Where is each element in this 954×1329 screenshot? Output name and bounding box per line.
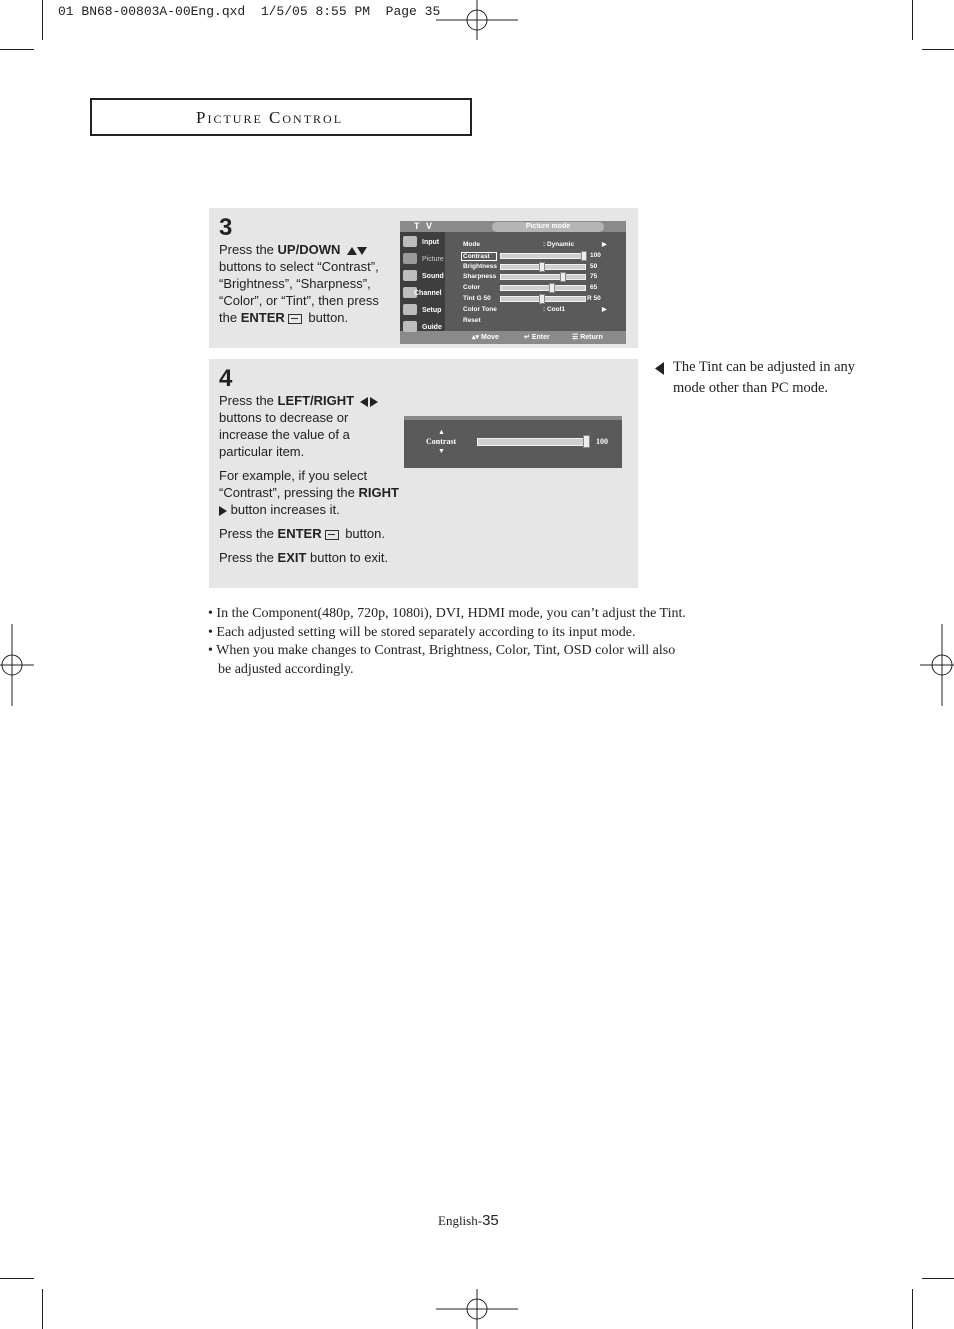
print-header: 01 BN68-00803A-00Eng.qxd 1/5/05 8:55 PM Page 35 (58, 4, 441, 19)
osd-side-icon (403, 253, 417, 264)
step-4-number: 4 (219, 365, 233, 392)
osd-row-knob (581, 251, 587, 261)
step-4-p4-post: button to exit. (306, 550, 389, 565)
osd-side-item-sound: Sound (422, 273, 444, 280)
osd-row-knob (539, 294, 545, 304)
right-arrow-icon (219, 506, 227, 516)
osd-row-number: 50 (590, 262, 598, 270)
footer-language: English- (438, 1213, 483, 1228)
registration-mark-bottom (436, 1289, 518, 1329)
osd-side-item-picture: Picture (422, 256, 444, 263)
osd-row-number: R 50 (587, 295, 601, 302)
step-3-enter: ENTER (240, 310, 285, 325)
osd-contrast-value: 100 (596, 437, 608, 446)
step-3-panel (209, 208, 638, 348)
down-arrow-icon (357, 247, 367, 255)
osd-row-label: Brightness (463, 262, 497, 270)
step-4-p1-body: buttons to decrease or increase the value of a particular item. (219, 410, 350, 459)
step-4-enter: ENTER (277, 526, 322, 541)
step-3-text (219, 241, 394, 326)
left-arrow-icon (360, 397, 368, 407)
step-4-para-3 (219, 525, 399, 542)
osd-row-arrow-icon: ▶ (602, 306, 607, 313)
osd-row-number: 65 (590, 284, 598, 292)
note-item: • In the Component(480p, 720p, 1080i), DVI, HDMI mode, you can’t adjust the Tint. (208, 606, 686, 621)
note-item-continued: be adjusted accordingly. (218, 661, 354, 677)
osd-row-bar (500, 274, 586, 280)
osd-return-label: Return (580, 334, 603, 341)
enter-icon (288, 314, 302, 324)
osd-row-number: 100 (590, 251, 601, 259)
step-4-para-2 (219, 467, 399, 518)
enter-icon (325, 530, 339, 540)
osd-row-label: Color Tone (463, 305, 497, 313)
osd-row-knob (549, 283, 555, 293)
notes-list (208, 605, 768, 679)
osd-side-icon (403, 270, 417, 281)
registration-mark-left (0, 624, 34, 706)
osd-contrast-topbar (404, 416, 622, 420)
step-3-pre: Press the (219, 242, 278, 257)
osd-contrast-bar (477, 438, 589, 446)
step-4-p1-pre: Press the (219, 393, 278, 408)
osd-row-label: Mode (463, 241, 480, 248)
osd-row-value: : Cool1 (543, 305, 566, 313)
step-4-p2-pre: For example, if you select “Contrast”, pressing the (219, 468, 368, 500)
osd-row-number: 75 (590, 273, 598, 281)
osd-side-icon (403, 304, 417, 315)
registration-mark-right (920, 624, 954, 706)
step-4-leftright: LEFT/RIGHT (277, 393, 355, 408)
step-4-para-4 (219, 549, 399, 566)
osd-side-item-channel: Channel (414, 290, 442, 297)
note-item: • Each adjusted setting will be stored separately according to its input mode. (208, 624, 636, 640)
right-arrow-icon (370, 397, 378, 407)
osd-row-knob (560, 272, 566, 282)
registration-mark-top (436, 0, 518, 40)
step-4-panel (209, 359, 638, 588)
step-4-exit: EXIT (277, 550, 307, 565)
step-3-updown: UP/DOWN (277, 242, 341, 257)
osd-contrast-knob (583, 435, 590, 448)
step-4-p3-post: button. (341, 526, 385, 541)
note-pointer-icon (655, 362, 665, 375)
osd-tv-label: T V (414, 221, 435, 231)
osd-row-bar (500, 253, 586, 259)
osd-row-label: Sharpness (463, 273, 497, 281)
step-3-number: 3 (219, 214, 233, 241)
osd-enter-label: Enter (531, 334, 550, 341)
section-title-box (90, 98, 472, 136)
tint-side-note: The Tint can be adjusted in any mode other than PC mode. (673, 359, 856, 396)
step-4-p2-post: button increases it. (227, 502, 340, 517)
step-3-tail: button. (308, 310, 349, 325)
page-number: 35 (482, 1212, 499, 1229)
osd-side-item-guide: Guide (422, 324, 442, 331)
step-3-body: buttons to select “Contrast”, “Brightness”, “Sharpness”, “Color”, or “Tint”, then press the (219, 259, 379, 325)
osd-row-knob (539, 262, 545, 272)
osd-picture-menu (400, 221, 626, 344)
osd-side-icon (403, 236, 417, 247)
step-4-p4-pre: Press the (219, 550, 278, 565)
step-4-text (219, 392, 399, 573)
step-4-right: RIGHT (358, 485, 399, 500)
osd-row-label: Tint G 50 (463, 295, 491, 302)
step-4-para-1 (219, 392, 399, 460)
osd-side-icon (403, 321, 417, 332)
osd-side-item-setup: Setup (422, 307, 442, 314)
osd-down-arrow-icon: ▼ (438, 447, 445, 455)
osd-contrast-adjust (404, 416, 622, 468)
step-4-p3-pre: Press the (219, 526, 278, 541)
note-item: • When you make changes to Contrast, Brightness, Color, Tint, OSD color will also (208, 643, 676, 659)
osd-contrast-label: Contrast (426, 437, 457, 446)
osd-row-value: : Dynamic (543, 241, 575, 248)
osd-footer-return: ☰ Return (572, 334, 603, 341)
osd-side-item-input: Input (422, 239, 440, 246)
page-footer (438, 1212, 499, 1229)
osd-move-label: Move (480, 334, 499, 341)
up-arrow-icon (347, 247, 357, 255)
osd-row-bar (500, 285, 586, 291)
osd-header-title: Picture mode (492, 222, 604, 232)
osd-footer-enter: ↵ Enter (524, 334, 550, 341)
osd-row-arrow-icon: ▶ (602, 242, 607, 248)
section-title: Picture Control (196, 108, 344, 127)
osd-up-arrow-icon: ▲ (438, 428, 445, 436)
osd-row-label: Color (463, 284, 480, 292)
osd-footer-move: ▴▾ Move (472, 334, 499, 341)
osd-row-label: Reset (463, 316, 481, 324)
osd-row-label: Contrast (461, 252, 497, 261)
